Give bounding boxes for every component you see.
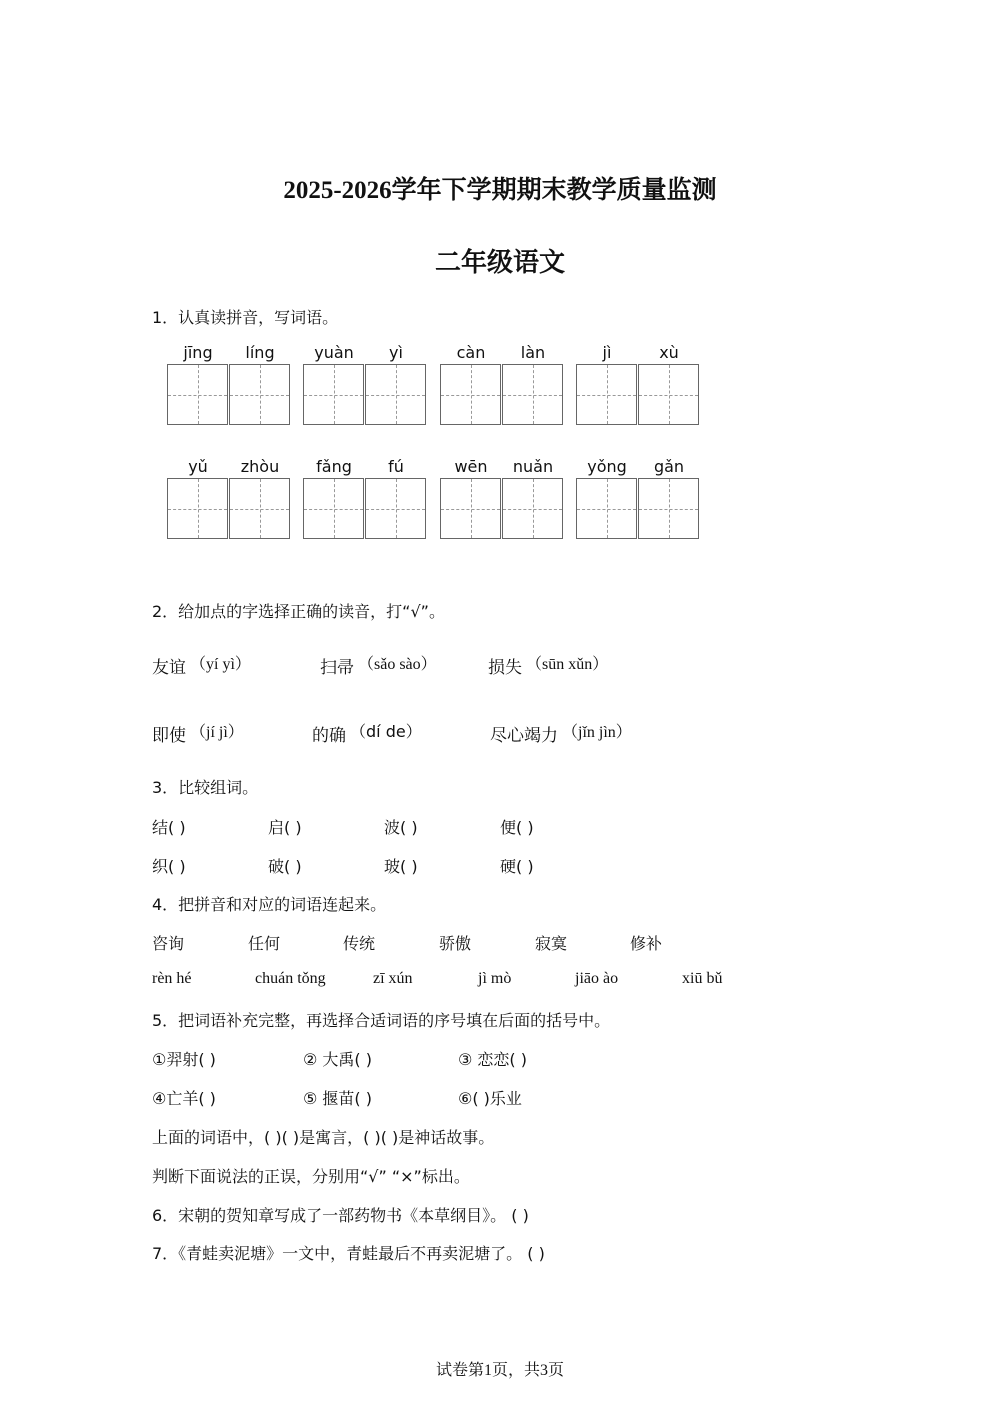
pinyin-label: yǔ <box>188 457 208 476</box>
pinyin-label: yǒng <box>587 457 627 476</box>
q5-blank[interactable]: ③ 恋恋( ) <box>458 1050 528 1069</box>
q2-item-options[interactable]: （dí de） <box>350 722 422 741</box>
writing-grid-cell[interactable] <box>167 478 228 539</box>
q4-pinyin[interactable]: xiū bǔ <box>682 970 723 987</box>
q4-word[interactable]: 传统 <box>343 934 376 953</box>
q3-blank[interactable]: 便( ) <box>500 818 534 837</box>
q4-word[interactable]: 修补 <box>630 934 663 953</box>
pinyin-label: yì <box>389 343 403 362</box>
q3-blank[interactable]: 破( ) <box>268 857 302 876</box>
pinyin-label: yuàn <box>314 343 354 362</box>
pinyin-label: fú <box>388 457 404 476</box>
writing-grid-cell[interactable] <box>576 364 637 425</box>
writing-grid-cell[interactable] <box>303 478 364 539</box>
q4-word[interactable]: 任何 <box>248 934 281 953</box>
writing-grid-cell[interactable] <box>502 364 563 425</box>
judge-instruction: 判断下面说法的正误，分别用“√” “×”标出。 <box>152 1167 470 1186</box>
question-4-label: 4．把拼音和对应的词语连起来。 <box>152 895 387 914</box>
writing-grid-cell[interactable] <box>638 478 699 539</box>
q4-pinyin[interactable]: jì mò <box>478 970 512 987</box>
pinyin-label: fǎng <box>316 457 352 476</box>
q3-blank[interactable]: 织( ) <box>152 857 186 876</box>
question-6[interactable]: 6．宋朝的贺知章写成了一部药物书《本草纲目》。 ( ) <box>152 1206 529 1225</box>
q3-blank[interactable]: 波( ) <box>384 818 418 837</box>
q5-blank[interactable]: ④亡羊( ) <box>152 1089 216 1108</box>
q4-word[interactable]: 寂寞 <box>535 934 568 953</box>
q5-blank[interactable]: ⑤ 揠苗( ) <box>303 1089 373 1108</box>
q5-blank[interactable]: ⑥( )乐业 <box>458 1089 522 1108</box>
page-title: 2025-2026学年下学期期末教学质量监测 <box>283 177 717 204</box>
q5-fill-sentence[interactable]: 上面的词语中，( )( )是寓言，( )( )是神话故事。 <box>152 1128 495 1147</box>
q2-item-word: 友谊 <box>152 658 186 678</box>
q2-item-word: 即使 <box>152 726 186 746</box>
q5-blank[interactable]: ② 大禹( ) <box>303 1050 373 1069</box>
writing-grid-cell[interactable] <box>440 364 501 425</box>
writing-grid-cell[interactable] <box>576 478 637 539</box>
pinyin-label: nuǎn <box>512 457 554 476</box>
q4-pinyin[interactable]: jiāo ào <box>575 970 619 987</box>
q2-item-word: 扫帚 <box>320 658 354 678</box>
page-subtitle: 二年级语文 <box>434 248 565 278</box>
pinyin-label: wēn <box>454 457 488 476</box>
q2-item-options[interactable]: （sǎo sào） <box>358 656 437 673</box>
q2-item-options[interactable]: （jǐn jìn） <box>562 724 632 741</box>
writing-grid-cell[interactable] <box>365 478 426 539</box>
q4-word[interactable]: 咨询 <box>152 934 185 953</box>
pinyin-label: líng <box>245 343 275 362</box>
pinyin-label: zhòu <box>240 457 280 476</box>
q3-blank[interactable]: 结( ) <box>152 818 186 837</box>
q2-item-options[interactable]: （jí jì） <box>190 724 244 741</box>
q4-pinyin[interactable]: chuán tǒng <box>255 970 326 987</box>
q2-item-word: 损失 <box>488 658 522 678</box>
q4-pinyin[interactable]: zī xún <box>373 970 413 987</box>
question-1-label: 1．认真读拼音，写词语。 <box>152 308 339 327</box>
pinyin-label: xù <box>659 343 679 362</box>
q2-item-word: 尽心竭力 <box>490 726 558 746</box>
writing-grid-cell[interactable] <box>229 364 290 425</box>
writing-grid-cell[interactable] <box>638 364 699 425</box>
question-5-label: 5．把词语补充完整，再选择合适词语的序号填在后面的括号中。 <box>152 1011 611 1030</box>
writing-grid-cell[interactable] <box>303 364 364 425</box>
pinyin-label: càn <box>456 343 486 362</box>
q4-pinyin[interactable]: rèn hé <box>152 970 192 987</box>
pinyin-label: gǎn <box>653 457 685 476</box>
writing-grid-cell[interactable] <box>229 478 290 539</box>
q2-item-word: 的确 <box>312 726 346 746</box>
pinyin-label: jīng <box>183 343 213 362</box>
q3-blank[interactable]: 玻( ) <box>384 857 418 876</box>
q2-item-options[interactable]: （sūn xǔn） <box>526 656 609 673</box>
question-3-label: 3．比较组词。 <box>152 778 259 797</box>
q3-blank[interactable]: 硬( ) <box>500 857 534 876</box>
writing-grid-cell[interactable] <box>502 478 563 539</box>
page-footer: 试卷第1页，共3页 <box>435 1362 564 1379</box>
pinyin-label: làn <box>520 343 546 362</box>
q2-item-options[interactable]: （yí yì） <box>190 656 251 673</box>
q4-word[interactable]: 骄傲 <box>439 934 472 953</box>
pinyin-label: jì <box>602 343 612 362</box>
writing-grid-cell[interactable] <box>440 478 501 539</box>
question-2-label: 2．给加点的字选择正确的读音，打“√”。 <box>152 602 445 621</box>
question-7[interactable]: 7．《青蛙卖泥塘》一文中，青蛙最后不再卖泥塘了。 ( ) <box>152 1244 545 1263</box>
writing-grid-cell[interactable] <box>167 364 228 425</box>
writing-grid-cell[interactable] <box>365 364 426 425</box>
q5-blank[interactable]: ①羿射( ) <box>152 1050 216 1069</box>
q3-blank[interactable]: 启( ) <box>268 818 302 837</box>
